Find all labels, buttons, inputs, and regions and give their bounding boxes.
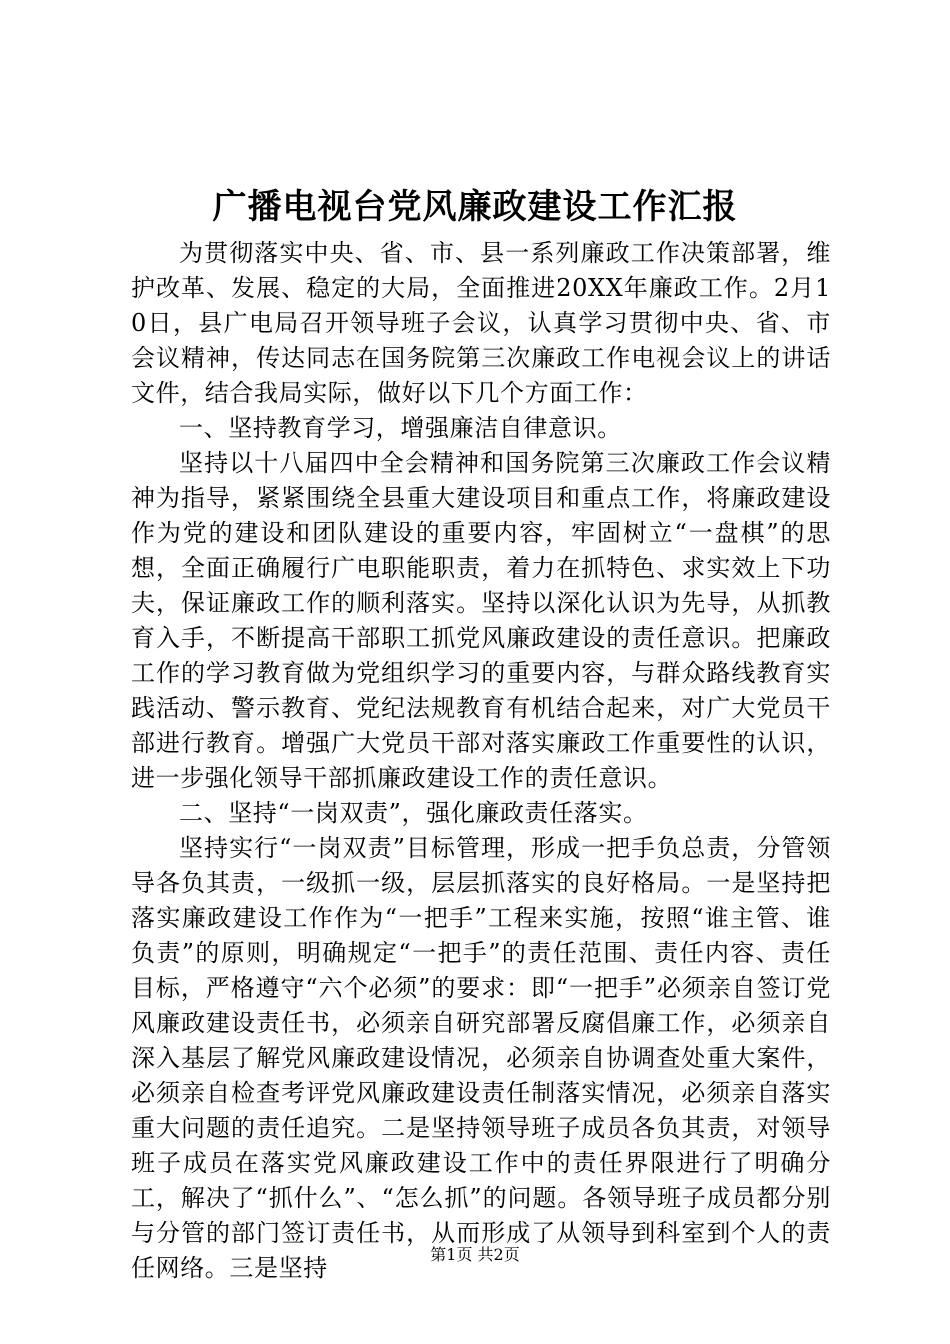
- document-body: [131, 236, 831, 1286]
- section-paragraph-2: 坚持实行“一岗双责”目标管理，形成一把手负总责，分管领导各负其责，一级抓一级，层层抓落实的良好格局。一是坚持把落实廉政建设工作作为“一把手”工程来实施，按照“谁主管、谁负责”的原则，明确规定“一把手”的责任范围、责任内容、责任目标，严格遵守“六个必须”的要求：即“一把手”必须亲自签订党风廉政建设责任书，必须亲自研究部署反腐倡廉工作，必须亲自深入基层了解党风廉政建设情况，必须亲自协调查处重大案件，必须亲自检查考评党风廉政建设责任制落实情况，必须亲自落实重大问题的责任追究。二是坚持领导班子成员各负其责，对领导班子成员在落实党风廉政建设工作中的责任界限进行了明确分工，解决了“抓什么”、“怎么抓”的问题。各领导班子成员都分别与分管的部门签订责任书，从而形成了从领导到科室到个人的责任网络。三是坚持: [131, 834, 831, 1282]
- intro-paragraph: 为贯彻落实中央、省、市、县一系列廉政工作决策部署，维护改革、发展、稳定的大局，全面推进20XX年廉政工作。2月10日，县广电局召开领导班子会议，认真学习贯彻中央、省、市会议精神，传达同志在国务院第三次廉政工作电视会议上的讲话文件，结合我局实际，做好以下几个方面工作：: [131, 239, 831, 407]
- section-heading-1: 一、坚持教育学习，增强廉洁自律意识。: [179, 414, 622, 442]
- page-footer: 第1页 共2页: [430, 1245, 520, 1264]
- section-heading-2: 二、坚持“一岗双责”，强化廉政责任落实。: [179, 799, 648, 827]
- document-title: 广播电视台党风廉政建设工作汇报: [212, 187, 738, 227]
- section-paragraph-1: 坚持以十八届四中全会精神和国务院第三次廉政工作会议精神为指导，紧紧围绕全县重大建设项目和重点工作，将廉政建设作为党的建设和团队建设的重要内容，牢固树立“一盘棋”的思想，全面正确履行广电职能职责，着力在抓特色、求实效上下功夫，保证廉政工作的顺利落实。坚持以深化认识为先导，从抓教育入手，不断提高干部职工抓党风廉政建设的责任意识。把廉政工作的学习教育做为党组织学习的重要内容，与群众路线教育实践活动、警示教育、党纪法规教育有机结合起来，对广大党员干部进行教育。增强广大党员干部对落实廉政工作重要性的认识，进一步强化领导干部抓廉政建设工作的责任意识。: [131, 449, 831, 792]
